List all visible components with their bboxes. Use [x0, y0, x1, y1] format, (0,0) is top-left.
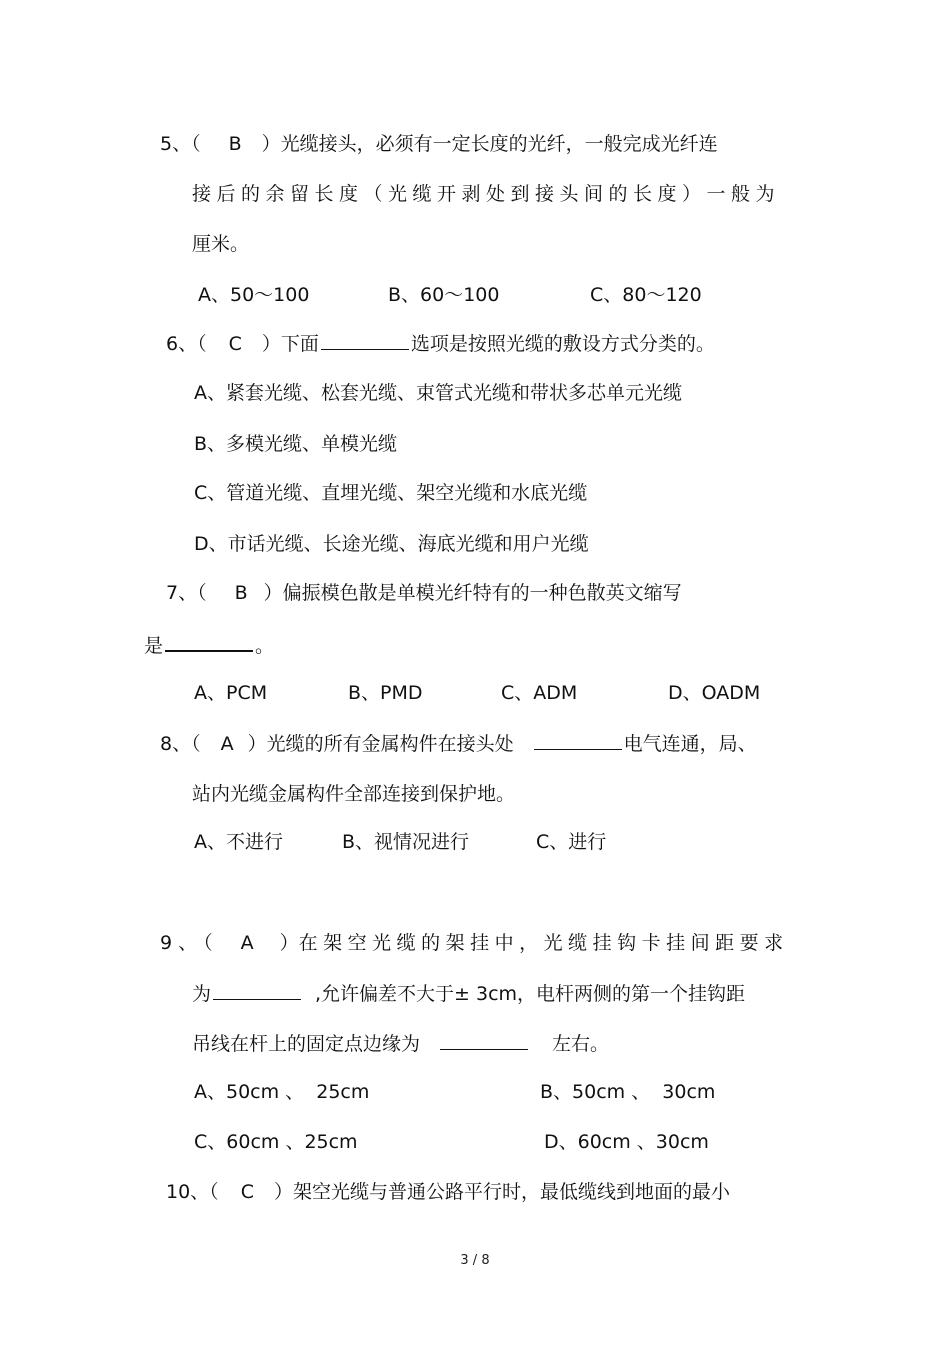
question-text: 。	[255, 635, 275, 657]
answer-blank[interactable]	[534, 731, 622, 750]
question-7-option-a	[194, 681, 267, 705]
question-7-line-2	[144, 632, 274, 658]
question-text: 吊线在杆上的固定点边缘为	[192, 1033, 421, 1055]
question-text: 光缆接头，必须有一定长度的光纤，一般完成光纤连	[280, 133, 718, 155]
question-number: 9、（	[160, 932, 219, 954]
option-text: D、OADM	[668, 682, 761, 704]
option-text: A、50～100	[198, 284, 310, 306]
question-6-line-1	[166, 331, 715, 356]
question-number: 10、（	[166, 1181, 219, 1203]
question-text: 架空光缆与普通公路平行时，最低缆线到地面的最小	[292, 1181, 730, 1203]
option-text: B、60～100	[388, 284, 500, 306]
question-9-option-b	[540, 1080, 715, 1104]
question-text: 在架空光缆的架挂中，光缆挂钩卡挂间距要求	[298, 932, 789, 954]
answer-letter: C	[240, 1181, 254, 1203]
question-8-line-2	[192, 782, 515, 806]
question-9-option-a	[194, 1080, 369, 1104]
paren-close: ）	[279, 932, 299, 954]
option-text: A、50cm 、 25cm	[194, 1081, 370, 1103]
question-text: ,允许偏差不大于± 3cm，电杆两侧的第一个挂钩距	[315, 983, 746, 1005]
question-8-option-c	[536, 830, 606, 854]
question-7-option-d	[668, 681, 760, 705]
answer-letter: A	[220, 733, 234, 755]
question-9-line-3	[192, 1031, 609, 1056]
answer-blank[interactable]	[321, 331, 409, 350]
option-text: B、PMD	[348, 682, 423, 704]
option-text: A、不进行	[194, 831, 283, 853]
question-number: 8、（	[160, 733, 201, 755]
question-7-option-c	[501, 681, 577, 705]
page-number: 3 / 8	[460, 1253, 490, 1268]
question-text: 下面	[280, 333, 319, 355]
paren-close: ）	[263, 582, 283, 604]
question-6-option-a	[194, 381, 682, 405]
question-5-option-a	[198, 283, 309, 307]
question-text: 左右。	[552, 1033, 610, 1055]
paren-close: ）	[261, 133, 281, 155]
answer-blank[interactable]	[165, 632, 253, 652]
question-text: 电气连通，局、	[623, 733, 757, 755]
answer-letter: C	[228, 333, 242, 355]
question-8-option-b	[342, 830, 469, 854]
question-text: 为	[192, 983, 212, 1005]
answer-blank[interactable]	[213, 981, 301, 1000]
question-5-line-2	[192, 182, 780, 206]
question-5-option-b	[388, 283, 499, 307]
question-8-line-1	[160, 731, 757, 756]
question-9-line-1	[160, 931, 789, 955]
question-10-line-1	[166, 1180, 730, 1204]
paren-close: ）	[261, 333, 281, 355]
question-number: 5、（	[160, 133, 201, 155]
option-text: C、进行	[536, 831, 607, 853]
question-text: 接后的余留长度（光缆开剥处到接头间的长度）一般为	[192, 183, 781, 205]
option-text: D、市话光缆、长途光缆、海底光缆和用户光缆	[194, 533, 589, 555]
question-9-option-c	[194, 1130, 358, 1154]
question-number: 6、（	[166, 333, 207, 355]
answer-blank[interactable]	[440, 1031, 528, 1050]
answer-letter: B	[234, 582, 248, 604]
question-5-line-1	[160, 132, 718, 156]
question-9-line-2	[192, 981, 745, 1006]
option-text: C、60cm 、25cm	[194, 1131, 358, 1153]
question-6-option-b	[194, 432, 397, 456]
question-text: 厘米。	[192, 233, 250, 255]
question-6-option-d	[194, 532, 589, 556]
option-text: B、多模光缆、单模光缆	[194, 433, 398, 455]
paren-close: ）	[247, 733, 267, 755]
question-7-option-b	[348, 681, 423, 705]
question-text: 选项是按照光缆的敷设方式分类的。	[410, 333, 715, 355]
question-8-option-a	[194, 830, 283, 854]
question-6-option-c	[194, 481, 587, 505]
answer-letter: B	[228, 133, 242, 155]
question-9-option-d	[544, 1130, 709, 1154]
question-5-option-c	[590, 283, 702, 307]
question-5-line-3	[192, 232, 249, 256]
option-text: A、紧套光缆、松套光缆、束管式光缆和带状多芯单元光缆	[194, 382, 682, 404]
question-number: 7、（	[166, 582, 207, 604]
paren-close: ）	[273, 1181, 293, 1203]
option-text: C、ADM	[501, 682, 578, 704]
option-text: C、管道光缆、直埋光缆、架空光缆和水底光缆	[194, 482, 588, 504]
option-text: D、60cm 、30cm	[544, 1131, 709, 1153]
option-text: A、PCM	[194, 682, 268, 704]
option-text: B、50cm 、 30cm	[540, 1081, 716, 1103]
question-text: 站内光缆金属构件全部连接到保护地。	[192, 783, 516, 805]
question-text: 是	[144, 635, 164, 657]
option-text: B、视情况进行	[342, 831, 470, 853]
answer-letter: A	[240, 932, 254, 954]
question-text: 光缆的所有金属构件在接头处	[266, 733, 514, 755]
option-text: C、80～120	[590, 284, 702, 306]
question-7-line-1	[166, 581, 682, 605]
question-text: 偏振模色散是单模光纤特有的一种色散英文缩写	[282, 582, 682, 604]
